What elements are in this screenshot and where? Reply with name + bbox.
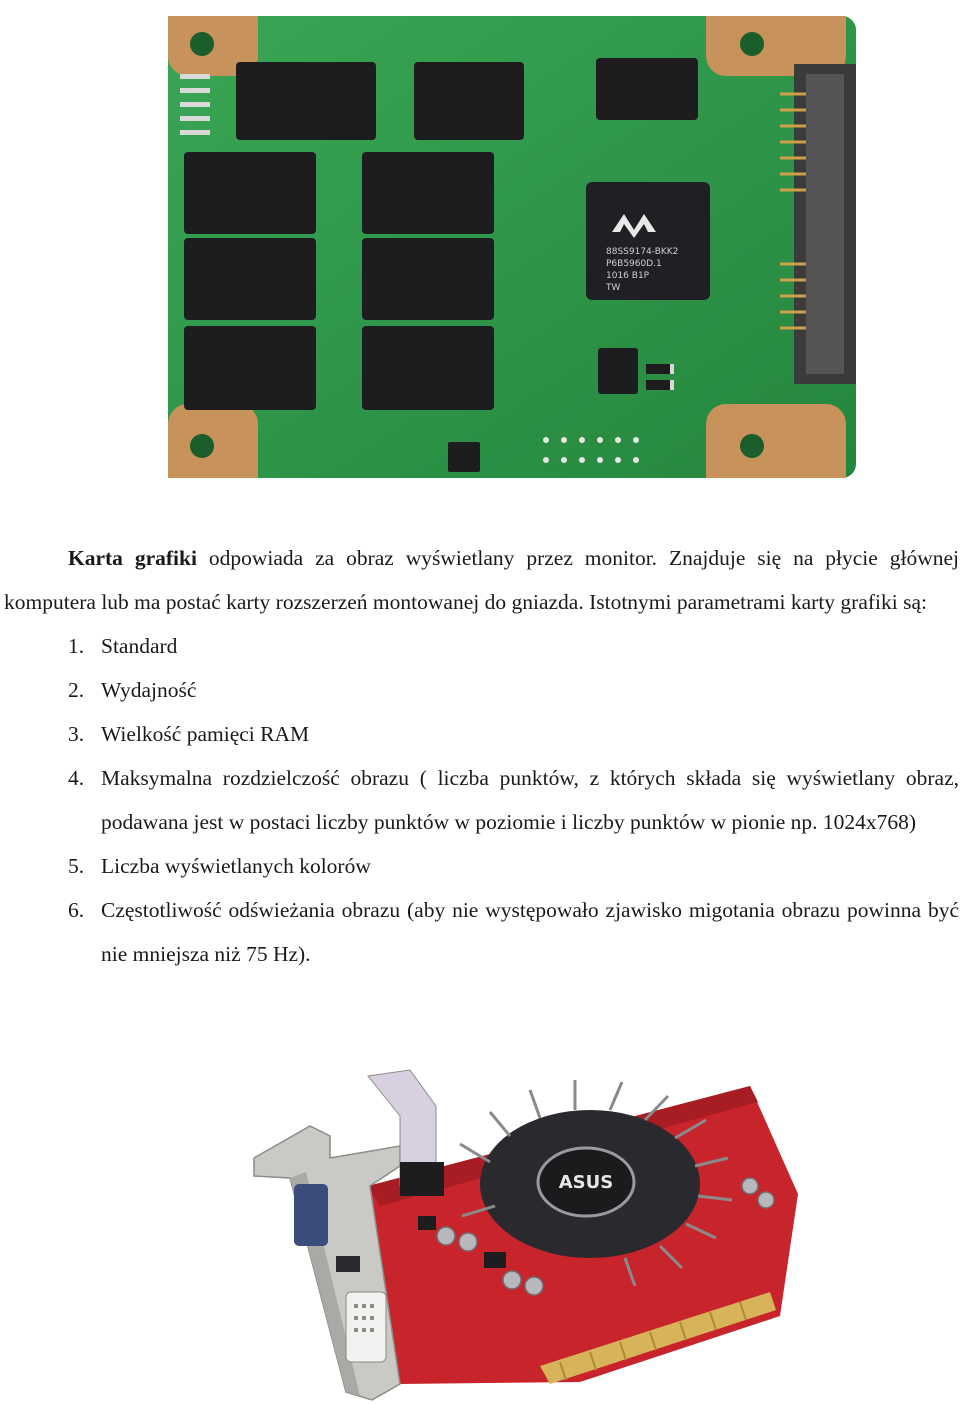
list-text: Wydajność	[101, 678, 197, 702]
list-text: Maksymalna rozdzielczość obrazu ( liczba punktów, z których składa się wyświetlany obraz, podawana jest w postaci liczby punktów w poziomie i liczby punktów w pionie np. 1024x768)	[101, 766, 959, 834]
graphics-card-description	[4, 536, 959, 976]
parameter-list	[4, 624, 959, 976]
controller-label-line1: 88SS9174-BKK2	[606, 247, 679, 257]
list-item	[4, 844, 959, 888]
list-number: 4.	[68, 766, 85, 790]
list-number: 1.	[68, 634, 85, 658]
list-item	[4, 668, 959, 712]
asus-logo: ASUS	[558, 1172, 614, 1193]
ssd-board-image	[166, 14, 858, 480]
list-number: 3.	[68, 722, 85, 746]
controller-label-line2: P6B5960D.1	[606, 259, 662, 269]
list-number: 6.	[68, 898, 85, 922]
controller-label-line4: TW	[606, 283, 621, 293]
list-item	[4, 756, 959, 844]
intro-text: odpowiada za obraz wyświetlany przez monitor. Znajduje się na płycie głównej komputera lub ma postać karty rozszerzeń montowanej do gniazda. Istotnymi parametrami karty grafiki są:	[4, 546, 959, 614]
intro-paragraph	[4, 536, 959, 624]
list-item	[4, 712, 959, 756]
graphics-card-image	[250, 1066, 810, 1402]
list-text: Standard	[101, 634, 178, 658]
controller-label-line3: 1016 B1P	[606, 271, 650, 281]
list-text: Częstotliwość odświeżania obrazu (aby nie występowało zjawisko migotania obrazu powinna być nie mniejsza niż 75 Hz).	[101, 898, 959, 966]
list-number: 2.	[68, 678, 85, 702]
list-item	[4, 888, 959, 976]
list-text: Liczba wyświetlanych kolorów	[101, 854, 371, 878]
list-number: 5.	[68, 854, 85, 878]
term-graphics-card: Karta grafiki	[68, 546, 197, 570]
list-text: Wielkość pamięci RAM	[101, 722, 310, 746]
list-item	[4, 624, 959, 668]
